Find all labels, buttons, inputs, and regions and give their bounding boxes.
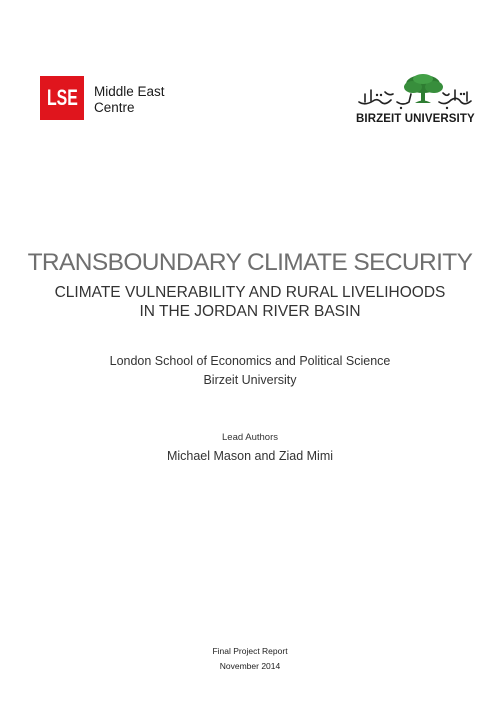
lead-authors-names: Michael Mason and Ziad Mimi bbox=[166, 449, 334, 463]
institution-birzeit: Birzeit University bbox=[203, 373, 297, 387]
lse-logo-mark bbox=[40, 76, 84, 120]
institutions-block bbox=[0, 352, 500, 390]
report-subtitle-line2: IN THE JORDAN RIVER BASIN bbox=[139, 303, 361, 320]
birzeit-university-logo bbox=[355, 72, 477, 128]
report-date: November 2014 bbox=[219, 661, 281, 671]
lse-centre-name-line2: Centre bbox=[94, 100, 135, 115]
report-title: TRANSBOUNDARY CLIMATE SECURITY bbox=[27, 249, 473, 276]
lse-centre-name-line1: Middle East bbox=[94, 84, 165, 99]
birzeit-emblem-graphic bbox=[355, 72, 477, 114]
lse-logo-mark-text: LSE bbox=[46, 85, 78, 110]
institution-lse: London School of Economics and Political Science bbox=[109, 354, 391, 368]
lead-authors-label: Lead Authors bbox=[222, 432, 278, 443]
report-subtitle-line1: CLIMATE VULNERABILITY AND RURAL LIVELIHOODS bbox=[54, 284, 446, 301]
birzeit-university-name: BIRZEIT UNIVERSITY bbox=[356, 113, 475, 125]
lse-middle-east-centre-logo bbox=[40, 76, 165, 120]
report-subtitle bbox=[0, 283, 500, 321]
lse-centre-name bbox=[94, 84, 165, 116]
report-type-label: Final Project Report bbox=[212, 646, 288, 656]
